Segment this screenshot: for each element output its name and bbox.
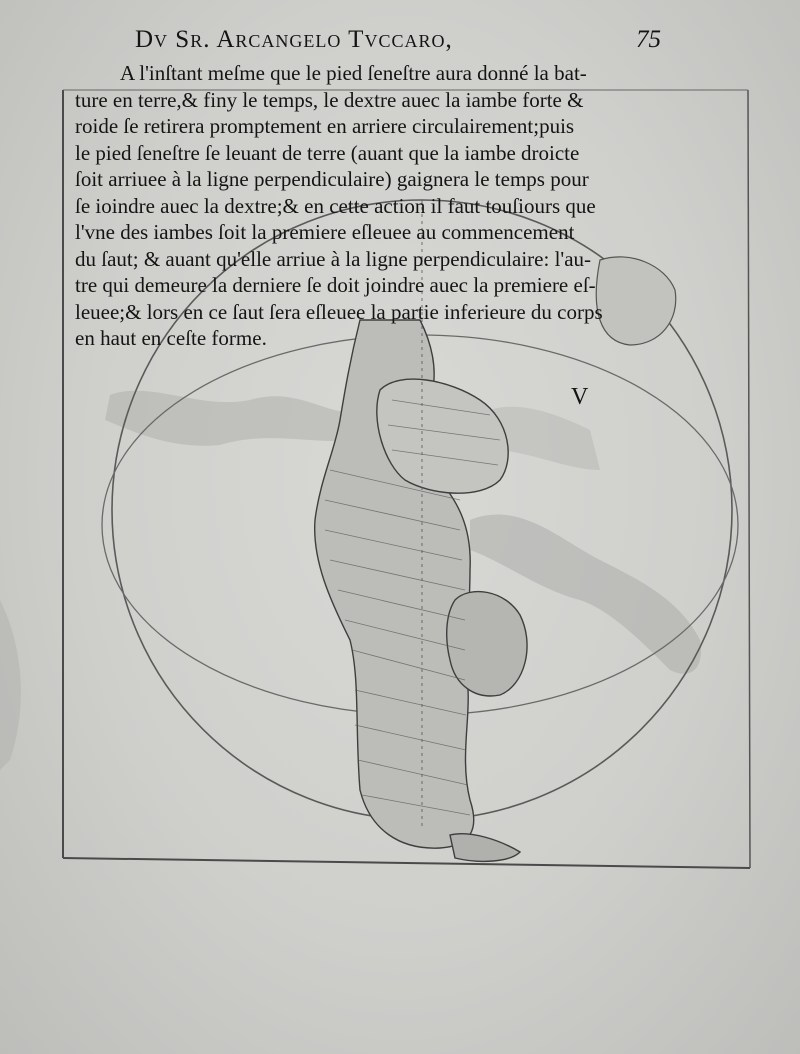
running-title: Dv Sr. Arcangelo Tvccaro,	[135, 26, 453, 53]
text-line: ſoit arriuee à la ligne perpendiculaire) gaignera le temps pour	[75, 167, 589, 191]
text-line: le pied ſeneſtre ſe leuant de terre (auant que la iambe droicte	[75, 140, 580, 165]
text-line: A l'inſtant meſme que le pied ſeneſtre aura donné la bat-	[120, 61, 587, 85]
text-line: en haut en ceſte forme.	[75, 326, 267, 350]
text-line: l'vne des iambes ſoit la premiere eſleuee au commencement	[75, 220, 575, 244]
text-line: du ſaut; & auant qu'elle arriue à la ligne perpendiculaire: l'au-	[75, 246, 592, 271]
text-line: leuee;& lors en ce ſaut ſera eſleuee la partie inferieure du corps	[75, 299, 603, 324]
text-line: ſe ioindre auec la dextre;& en cette action il faut touſiours que	[75, 193, 596, 218]
text-line: ture en terre,& finy le temps, le dextre auec la iambe forte &	[75, 87, 584, 112]
text-line: roide ſe retirera promptement en arriere circulairement;puis	[75, 114, 575, 138]
page-number: 75	[636, 26, 661, 53]
figure-body	[315, 320, 527, 861]
text-line: tre qui demeure la derniere ſe doit joindre auec la premiere eſ-	[75, 273, 596, 297]
figure-label: V	[571, 384, 589, 410]
